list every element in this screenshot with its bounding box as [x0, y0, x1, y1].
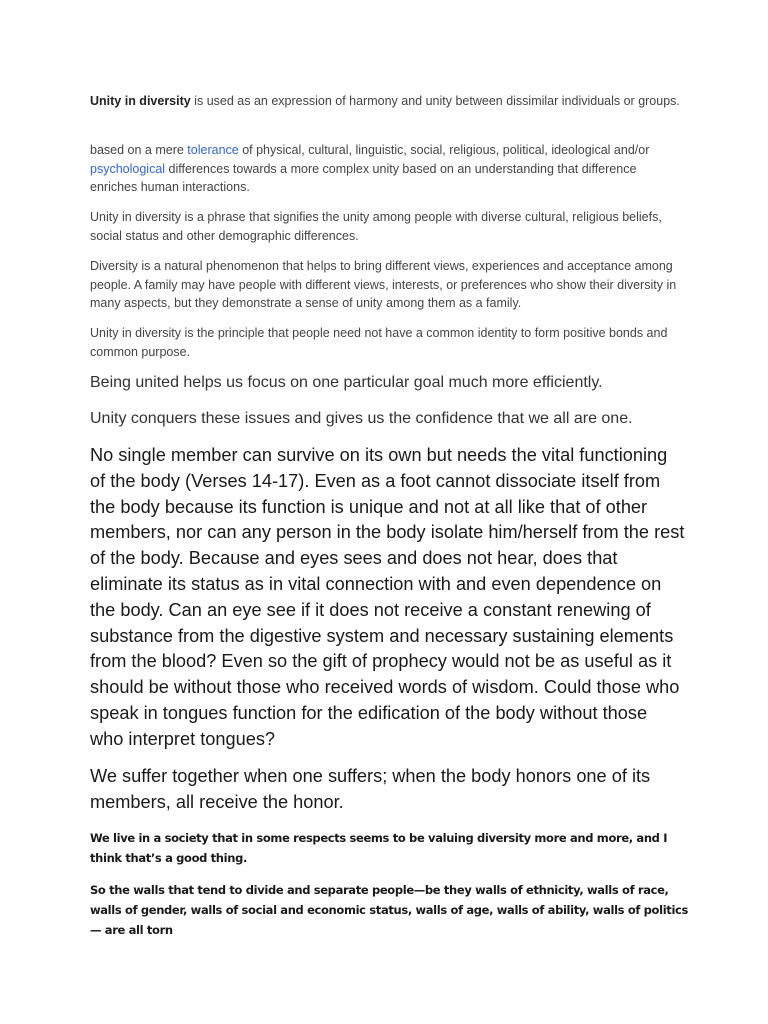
paragraph-common-identity: Unity in diversity is the principle that people need not have a common identity to form positive bonds and common purpose.: [90, 326, 668, 359]
paragraph-text: based on a mere: [90, 143, 188, 157]
paragraph-tolerance: [90, 141, 680, 197]
paragraph-phrase-meaning: Unity in diversity is a phrase that signifies the unity among people with diverse cultural, religious beliefs, social status and other demographic differences.: [90, 210, 662, 243]
paragraph-unity-conquers: Unity conquers these issues and gives us the confidence that we all are one.: [90, 410, 633, 427]
link-tolerance[interactable]: tolerance: [187, 143, 239, 157]
paragraph-united-goal: Being united helps us focus on one particular goal much more efficiently.: [90, 374, 603, 391]
paragraph-walls-divide: So the walls that tend to divide and separate people—be they walls of ethnicity, walls of race, walls of gender, walls of social and economic status, walls of age, walls of ability, walls of politics— are all torn: [90, 883, 688, 937]
paragraph-text: is used as an expression of harmony and unity between dissimilar individuals or groups.: [190, 94, 680, 108]
paragraph-text: differences towards a more complex unity based on an understanding that difference enriches human interactions.: [90, 161, 637, 194]
paragraph-society-diversity: We live in a society that in some respects seems to be valuing diversity more and more, and I think that’s a good thing.: [90, 831, 668, 865]
paragraph-text: of physical, cultural, linguistic, social, religious, political, ideological and/or: [238, 143, 650, 157]
paragraph-suffer-together: We suffer together when one suffers; when the body honors one of its members, all receive the honor.: [90, 766, 651, 812]
paragraph-diversity-phenomenon: Diversity is a natural phenomenon that helps to bring different views, experiences and acceptance among people. A family may have people with different views, interests, or preferences who show their diversity in many aspects, but they demonstrate a sense of unity among them as a family.: [90, 259, 677, 310]
paragraph-body-members: No single member can survive on its own but needs the vital functioning of the body (Verses 14-17). Even as a foot cannot dissociate itself from the body because its function is unique and not at all like that of other members, nor can any person in the body isolate him/herself from the rest of the body. Because and eyes sees and does not hear, does that eliminate its status as in vital connection with and even dependence on the body. Can an eye see if it does not receive a constant renewing of substance from the digestive system and necessary sustaining elements from the blood? Even so the gift of prophecy would not be as useful as it should be without those who received words of wisdom. Could those who speak in tongues function for the edification of the body without those who interpret tongues?: [90, 445, 685, 749]
paragraph-unity-definition: [90, 92, 680, 111]
link-psychological[interactable]: psychological: [90, 161, 166, 176]
term-unity-in-diversity: Unity in diversity: [90, 94, 191, 108]
